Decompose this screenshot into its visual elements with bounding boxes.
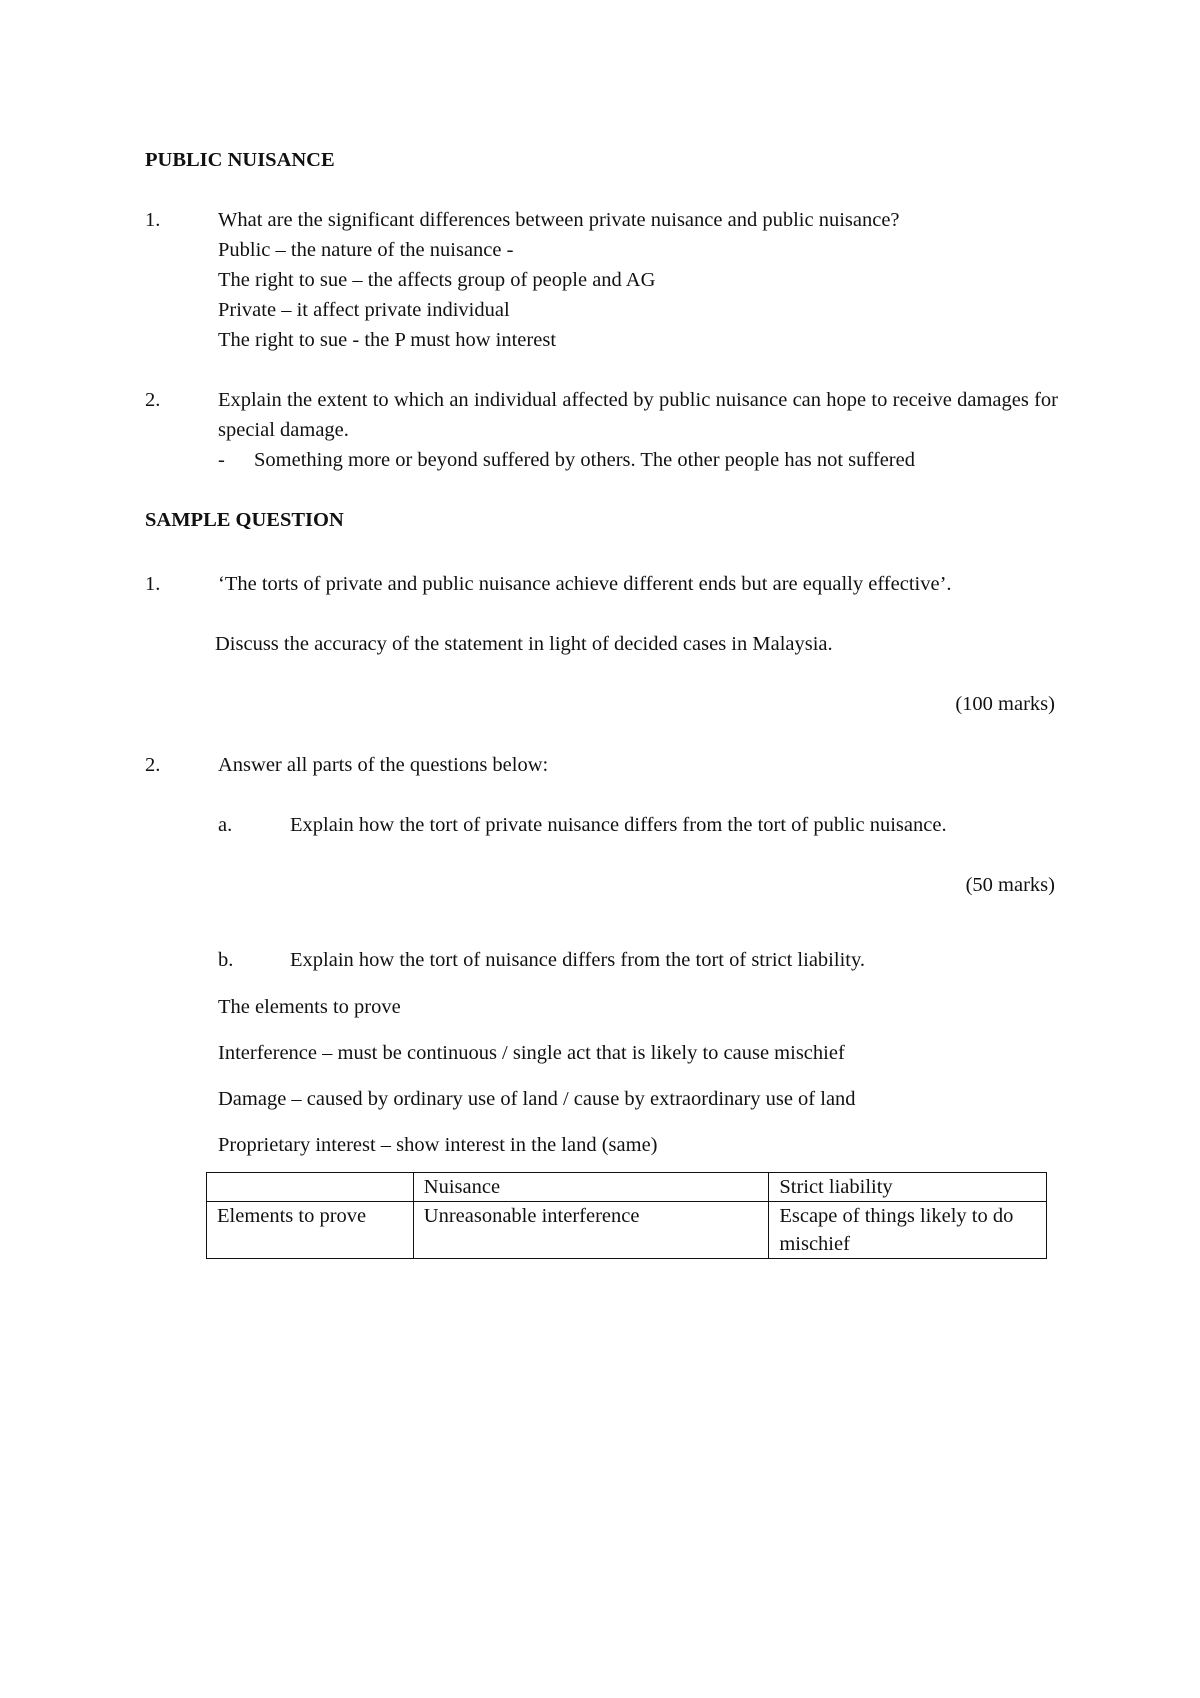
subquestion-text: Explain how the tort of private nuisance differs from the tort of public nuisance. bbox=[290, 814, 947, 836]
question-instruction: Discuss the accuracy of the statement in light of decided cases in Malaysia. bbox=[215, 633, 833, 655]
bullet-dash: - bbox=[218, 449, 225, 471]
answer-note: Damage – caused by ordinary use of land / cause by extraordinary use of land bbox=[218, 1088, 856, 1110]
section-title-sample-question: SAMPLE QUESTION bbox=[145, 509, 344, 531]
table-header-cell: Strict liability bbox=[769, 1173, 1047, 1202]
answer-note: Private – it affect private individual bbox=[218, 299, 510, 321]
answer-note: The right to sue – the affects group of people and AG bbox=[218, 269, 656, 291]
answer-note: Interference – must be continuous / single act that is likely to cause mischief bbox=[218, 1042, 845, 1064]
subquestion-label: a. bbox=[218, 814, 233, 836]
question-quote: ‘The torts of private and public nuisance achieve different ends but are equally effective’. bbox=[218, 573, 952, 595]
table-header-cell: Nuisance bbox=[413, 1173, 769, 1202]
question-number: 1. bbox=[145, 573, 161, 595]
question-text: What are the significant differences between private nuisance and public nuisance? bbox=[218, 209, 900, 231]
marks-label: (100 marks) bbox=[955, 693, 1055, 715]
comparison-table bbox=[206, 1172, 1047, 1259]
question-instruction: Answer all parts of the questions below: bbox=[218, 754, 549, 776]
table-header-cell bbox=[207, 1173, 414, 1202]
table-cell: Elements to prove bbox=[207, 1202, 414, 1259]
question-number: 2. bbox=[145, 754, 161, 776]
subquestion-text: Explain how the tort of nuisance differs from the tort of strict liability. bbox=[290, 949, 866, 971]
answer-note: Public – the nature of the nuisance - bbox=[218, 239, 514, 261]
table-cell: Escape of things likely to do mischief bbox=[769, 1202, 1047, 1259]
answer-note: The elements to prove bbox=[218, 996, 401, 1018]
subquestion-label: b. bbox=[218, 949, 234, 971]
answer-note: The right to sue - the P must how interest bbox=[218, 329, 557, 351]
answer-note: Proprietary interest – show interest in the land (same) bbox=[218, 1134, 658, 1156]
question-number: 2. bbox=[145, 389, 161, 411]
section-title-public-nuisance: PUBLIC NUISANCE bbox=[145, 149, 335, 171]
table-row bbox=[207, 1202, 1047, 1259]
table-cell: Unreasonable interference bbox=[413, 1202, 769, 1259]
question-number: 1. bbox=[145, 209, 161, 231]
marks-label: (50 marks) bbox=[965, 874, 1055, 896]
answer-note: Something more or beyond suffered by others. The other people has not suffered bbox=[254, 449, 915, 471]
table-header-row bbox=[207, 1173, 1047, 1202]
question-text: Explain the extent to which an individual affected by public nuisance can hope to receive damages for special damage. bbox=[218, 389, 1058, 441]
